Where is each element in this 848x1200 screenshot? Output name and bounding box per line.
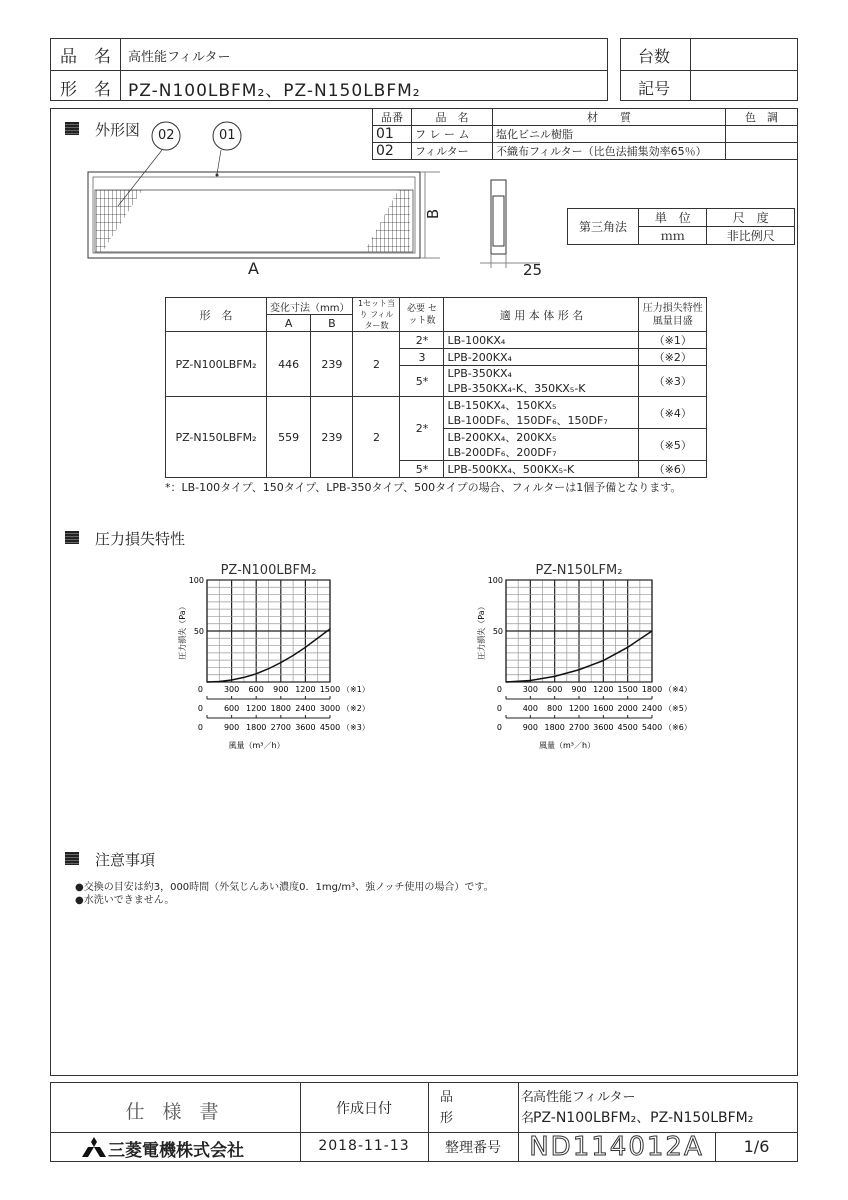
part-material: 塩化ビニル樹脂	[493, 126, 726, 143]
dim-b-cell: 239	[311, 332, 353, 397]
x-tick-label: 600	[223, 704, 240, 713]
col-header: 色 調	[726, 109, 798, 126]
part-no: 01	[373, 126, 412, 143]
x-tick-label: 0	[197, 723, 203, 732]
ref-cell: （※2）	[639, 349, 707, 366]
x-tick-label: 2400	[295, 704, 316, 713]
x-tick-label: 4500	[319, 723, 341, 732]
callout-01: 01	[219, 128, 236, 143]
x-tick-label: 2700	[270, 723, 291, 732]
section-marker-icon	[65, 122, 79, 135]
apply-line: LPB-350KX₄	[447, 367, 512, 380]
y-tick-label: 100	[188, 576, 204, 585]
symbol-label: 記号	[638, 79, 671, 98]
dim-a-cell: 559	[267, 397, 311, 478]
x-tick-label: 2400	[641, 704, 663, 713]
dim-a: A	[248, 259, 259, 278]
dim-b-cell: 239	[311, 397, 353, 478]
callout-02: 02	[158, 128, 175, 143]
count-label: 台数	[638, 47, 671, 66]
x-tick-label: 1200	[593, 685, 614, 694]
sets-cell: 5*	[400, 366, 444, 397]
x-tick-label: 1500	[617, 685, 638, 694]
apply-cell: LPB-200KX₄	[444, 349, 639, 366]
x-tick-label: 900	[273, 685, 289, 694]
ref-cell: （※4）	[639, 397, 707, 429]
x-tick-label: 0	[496, 723, 502, 732]
apply-cell: LPB-500KX₄、500KX₅-K	[444, 461, 639, 478]
col-header: 品 名	[412, 109, 493, 126]
part-material: 不織布フィルター（比色法捕集効率65％）	[493, 143, 726, 160]
apply-line: LPB-350KX₄-K、350KX₅-K	[447, 382, 586, 395]
per-set-cell: 2	[353, 332, 400, 397]
model-cell: PZ-N150LBFM₂	[166, 397, 267, 478]
x-tick-label: 400	[522, 704, 538, 713]
apply-line: LB-200KX₄、200KX₅	[447, 430, 557, 444]
per-set-cell: 2	[353, 397, 400, 478]
x-tick-label: 300	[223, 685, 240, 694]
note-item: ●水洗いできません。	[75, 895, 175, 906]
section-marker-icon	[65, 531, 79, 544]
outline-heading: 外形図	[95, 121, 141, 139]
dim-b: B	[424, 208, 443, 220]
x-tick-label: 800	[547, 704, 563, 713]
projection-method: 第三角法	[568, 209, 639, 245]
x-tick-label: 600	[547, 685, 563, 694]
y-tick-label: 50	[492, 627, 503, 636]
sets-cell: 3	[400, 349, 444, 366]
x-tick-label: 3600	[295, 723, 316, 732]
x-axis-label: 風量（m³／h）	[228, 741, 285, 750]
footer-model-label: 形 名	[440, 1111, 549, 1126]
x-tick-label: 1200	[246, 704, 267, 713]
x-tick-label: 3600	[593, 723, 614, 732]
x-tick-label: 1500	[319, 685, 341, 694]
scale-label: 尺 度	[707, 209, 795, 227]
col-header: 適 用 本 体 形 名	[444, 298, 639, 332]
col-header: 1セット当り フィルター数	[353, 298, 400, 332]
col-header: 形 名	[166, 298, 267, 332]
x-tick-label: 0	[496, 704, 502, 713]
x-tick-label: 2000	[617, 704, 638, 713]
footer-product-label: 品 名	[440, 1090, 549, 1105]
x-tick-label: 1200	[295, 685, 316, 694]
x-tick-label: 5400	[641, 723, 663, 732]
projection-table	[567, 208, 795, 245]
sets-cell: 2*	[400, 332, 444, 349]
apply-cell: LB-100KX₄	[444, 332, 639, 349]
x-tick-label: 1800	[641, 685, 663, 694]
doc-type: 仕 様 書	[125, 1101, 225, 1123]
ref-cell: （※1）	[639, 332, 707, 349]
x-tick-label: 1600	[593, 704, 614, 713]
page-number: 1/6	[743, 1137, 770, 1156]
dim-a-cell: 446	[267, 332, 311, 397]
x-tick-label: 0	[197, 704, 203, 713]
company-name: 三菱電機株式会社	[108, 1141, 244, 1161]
x-tick-label: 1800	[246, 723, 267, 732]
spec-table	[165, 297, 707, 478]
part-no: 02	[373, 143, 412, 160]
apply-line: LB-100DF₆、150DF₆、150DF₇	[447, 413, 608, 427]
part-color	[726, 143, 798, 160]
product-label: 品 名	[60, 47, 111, 67]
chart-title: PZ-N100LBFM₂	[220, 563, 317, 578]
notes-heading: 注意事項	[95, 851, 156, 869]
x-tick-label: 4500	[617, 723, 638, 732]
col-header: 変化寸法（mm）	[267, 298, 353, 315]
x-tick-label: 600	[248, 685, 264, 694]
x-scale-note: （※5）	[664, 704, 692, 713]
x-tick-label: 2700	[568, 723, 590, 732]
col-header: 必要 セット数	[400, 298, 444, 332]
y-tick-label: 50	[193, 627, 204, 636]
col-header-a: A	[267, 315, 311, 332]
y-axis-label: 圧力損失（Pa）	[477, 602, 486, 660]
created-date: 2018-11-13	[318, 1138, 410, 1154]
apply-line: LB-200DF₆、200DF₇	[447, 445, 557, 459]
model-cell: PZ-N100LBFM₂	[166, 332, 267, 397]
model-label: 形 名	[60, 80, 111, 100]
col-header: 圧力損失特性 風量目盛	[639, 298, 707, 332]
x-tick-label: 900	[223, 723, 240, 732]
col-header-b: B	[311, 315, 353, 332]
chart-title: PZ-N150LFM₂	[535, 563, 623, 578]
apply-line: LB-150KX₄、150KX₅	[447, 398, 557, 412]
spec-footnote: *：LB-100タイプ、150タイプ、LPB-350タイプ、500タイプの場合、フィルターは1個予備となります。	[165, 481, 682, 494]
ref-cell: （※3）	[639, 366, 707, 397]
col-header: 材 質	[493, 109, 726, 126]
x-tick-label: 1800	[270, 704, 291, 713]
part-name: フ レ ー ム	[412, 126, 493, 143]
footer-model-value: PZ-N100LBFM₂、PZ-N150LBFM₂	[533, 1110, 754, 1126]
y-tick-label: 100	[487, 576, 503, 585]
x-tick-label: 300	[522, 685, 538, 694]
date-label: 作成日付	[336, 1101, 392, 1117]
sets-cell: 2*	[400, 397, 444, 461]
ref-cell: （※5）	[639, 429, 707, 461]
x-scale-note: （※3）	[342, 723, 370, 732]
x-tick-label: 1200	[568, 704, 590, 713]
x-scale-note: （※6）	[664, 723, 692, 732]
x-tick-label: 900	[571, 685, 587, 694]
mitsubishi-logo-icon	[82, 1137, 106, 1161]
section-marker-icon	[65, 852, 79, 865]
y-axis-label: 圧力損失（Pa）	[178, 602, 187, 660]
part-name: フィルター	[412, 143, 493, 160]
product-value: 高性能フィルター	[128, 50, 231, 65]
x-tick-label: 900	[522, 723, 538, 732]
col-header: 品番	[373, 109, 412, 126]
x-scale-note: （※1）	[342, 685, 370, 694]
note-item: ●交換の目安は約3，000時間（外気じんあい濃度0．1mg/m³、強ノッチ使用の場合）です。	[75, 882, 494, 893]
x-tick-label: 3000	[319, 704, 341, 713]
x-axis-label: 風量（m³／h）	[539, 741, 596, 750]
unit-value: ｍｍ	[639, 227, 707, 245]
unit-label: 単 位	[639, 209, 707, 227]
part-color	[726, 126, 798, 143]
scale-value: 非比例尺	[707, 227, 795, 245]
sets-cell: 5*	[400, 461, 444, 478]
x-scale-note: （※4）	[664, 685, 692, 694]
document-number: ND114012A	[529, 1132, 704, 1162]
footer-product-value: 高性能フィルター	[533, 1090, 636, 1105]
number-label: 整理番号	[445, 1140, 501, 1156]
pressure-charts	[0, 550, 848, 760]
model-value: PZ-N100LBFM₂、PZ-N150LBFM₂	[128, 81, 421, 101]
dim-depth: 25	[523, 261, 543, 279]
x-tick-label: 0	[197, 685, 203, 694]
ref-cell: （※6）	[639, 461, 707, 478]
pressure-heading: 圧力損失特性	[95, 530, 186, 548]
x-tick-label: 0	[496, 685, 502, 694]
x-tick-label: 1800	[544, 723, 565, 732]
outline-drawing	[80, 118, 560, 288]
x-scale-note: （※2）	[342, 704, 370, 713]
